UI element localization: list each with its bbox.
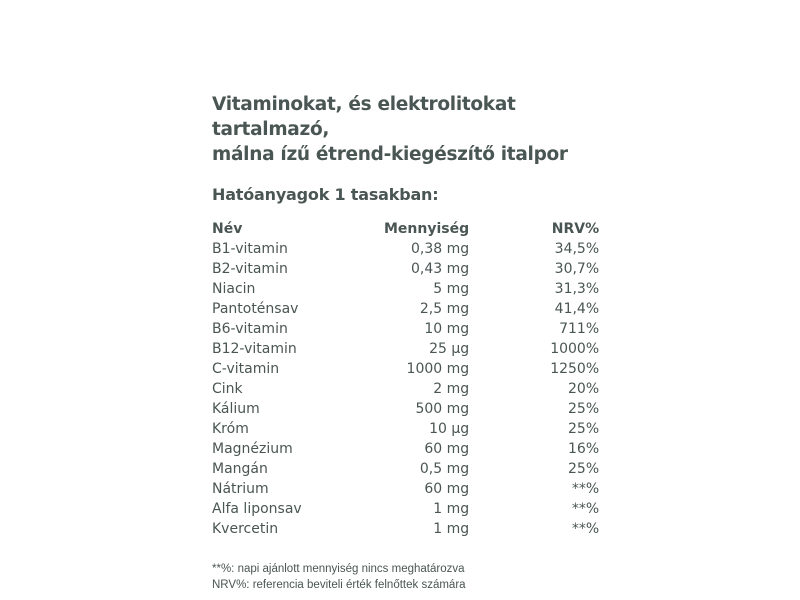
ingredient-name: Alfa liponsav: [212, 501, 302, 517]
header-amount: Mennyiség: [384, 221, 470, 237]
footnote-nrv-undefined: **%: napi ajánlott mennyiség nincs meghatározva: [212, 563, 465, 575]
ingredient-nrv: 34,5%: [554, 241, 600, 257]
table-row: [212, 499, 599, 519]
ingredient-amount: 2,5 mg: [419, 301, 470, 317]
ingredient-amount: 1 mg: [433, 521, 470, 537]
ingredient-name: Kálium: [212, 401, 260, 417]
table-row: [212, 239, 599, 259]
table-row: [212, 359, 599, 379]
ingredient-name: B1-vitamin: [212, 241, 288, 257]
ingredient-nrv: **%: [571, 521, 600, 537]
ingredient-nrv: 711%: [559, 321, 600, 337]
footnotes: [212, 561, 612, 593]
table-header-row: [212, 219, 599, 239]
ingredient-nrv: 25%: [568, 401, 600, 417]
ingredient-name: B2-vitamin: [212, 261, 288, 277]
ingredient-name: Kvercetin: [212, 521, 279, 537]
nutrition-panel: [212, 92, 612, 593]
ingredient-amount: 2 mg: [433, 381, 470, 397]
ingredient-amount: 1000 mg: [406, 361, 470, 377]
ingredient-amount: 0,38 mg: [410, 241, 470, 257]
ingredient-nrv: 31,3%: [554, 281, 600, 297]
ingredient-name: Pantoténsav: [212, 301, 299, 317]
ingredient-amount: 60 mg: [424, 481, 470, 497]
ingredient-name: Nátrium: [212, 481, 269, 497]
ingredient-nrv: 30,7%: [554, 261, 600, 277]
table-row: [212, 259, 599, 279]
ingredient-name: B6-vitamin: [212, 321, 288, 337]
ingredient-amount: 10 µg: [429, 421, 470, 437]
ingredient-nrv: 41,4%: [554, 301, 600, 317]
ingredient-name: B12-vitamin: [212, 341, 297, 357]
table-row: [212, 339, 599, 359]
ingredient-amount: 10 mg: [424, 321, 470, 337]
header-nrv: NRV%: [551, 221, 600, 237]
ingredient-nrv: **%: [571, 481, 600, 497]
table-row: [212, 299, 599, 319]
ingredient-nrv: 25%: [568, 461, 600, 477]
ingredient-nrv: **%: [571, 501, 600, 517]
ingredient-amount: 0,5 mg: [419, 461, 470, 477]
ingredient-name: Cink: [212, 381, 243, 397]
ingredient-amount: 25 µg: [429, 341, 470, 357]
ingredient-nrv: 1000%: [550, 341, 600, 357]
product-title-line-2: málna ízű étrend-kiegészítő italpor: [212, 144, 568, 165]
table-row: [212, 419, 599, 439]
ingredient-nrv: 16%: [568, 441, 600, 457]
ingredient-amount: 1 mg: [433, 501, 470, 517]
ingredient-nrv: 20%: [568, 381, 600, 397]
table-row: [212, 459, 599, 479]
table-row: [212, 399, 599, 419]
ingredient-name: Niacin: [212, 281, 256, 297]
table-row: [212, 439, 599, 459]
footnote-nrv-definition: NRV%: referencia beviteli érték felnőttek számára: [212, 579, 466, 591]
ingredient-amount: 500 mg: [415, 401, 470, 417]
table-row: [212, 319, 599, 339]
header-name: Név: [212, 221, 243, 237]
ingredients-table: [212, 219, 599, 539]
table-row: [212, 279, 599, 299]
ingredients-subtitle: Hatóanyagok 1 tasakban:: [212, 185, 439, 204]
ingredient-amount: 5 mg: [433, 281, 470, 297]
product-title: [212, 92, 612, 167]
ingredient-nrv: 25%: [568, 421, 600, 437]
ingredient-nrv: 1250%: [550, 361, 600, 377]
table-row: [212, 479, 599, 499]
ingredient-amount: 0,43 mg: [410, 261, 470, 277]
ingredient-name: Króm: [212, 421, 249, 437]
ingredient-name: Magnézium: [212, 441, 293, 457]
table-row: [212, 519, 599, 539]
product-title-line-1: Vitaminokat, és elektrolitokat tartalmazó,: [212, 94, 516, 140]
ingredient-amount: 60 mg: [424, 441, 470, 457]
table-row: [212, 379, 599, 399]
ingredient-name: Mangán: [212, 461, 268, 477]
ingredient-name: C-vitamin: [212, 361, 280, 377]
